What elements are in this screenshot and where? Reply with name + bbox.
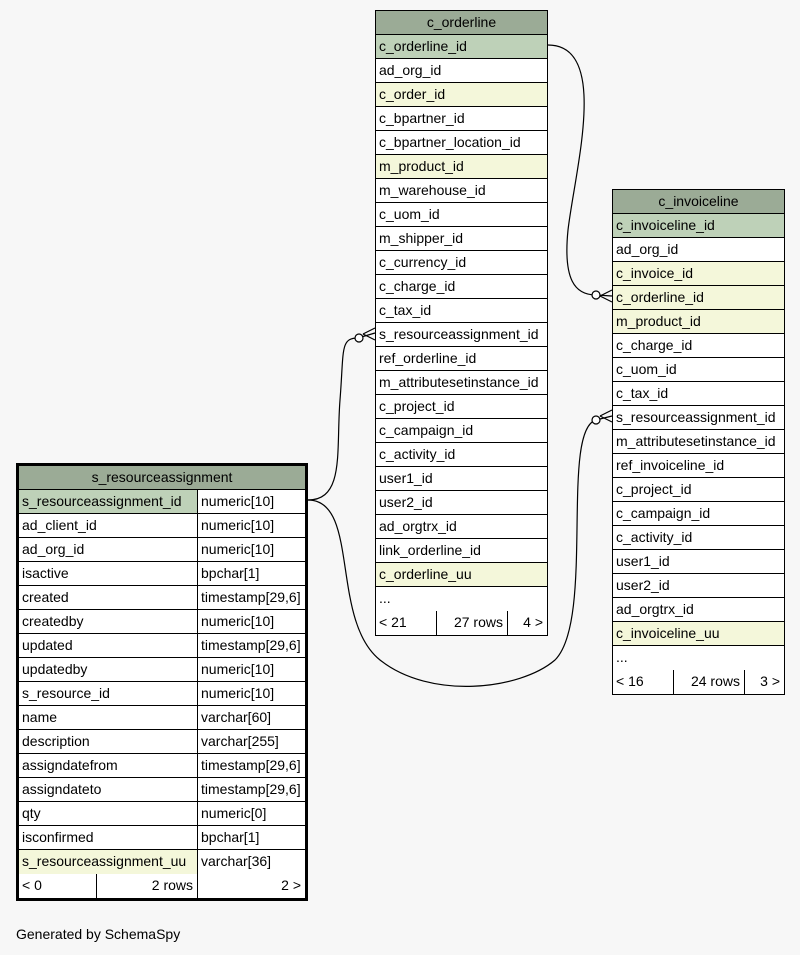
column-name: m_attributesetinstance_id (379, 374, 539, 390)
column-name: ref_invoiceline_id (616, 457, 725, 473)
table-c-invoiceline[interactable] (612, 189, 785, 695)
children-count[interactable]: 4 > (507, 611, 547, 635)
column-name: ad_org_id (379, 62, 442, 78)
table-row[interactable] (376, 347, 547, 371)
column-type: numeric[10] (197, 610, 305, 633)
column-name: m_shipper_id (379, 230, 464, 246)
column-name: c_project_id (379, 398, 455, 414)
table-row[interactable] (19, 754, 305, 778)
table-row[interactable] (19, 610, 305, 634)
column-name: created (22, 589, 69, 605)
column-name: m_product_id (613, 310, 784, 333)
column-list (19, 490, 305, 874)
table-row[interactable] (19, 730, 305, 754)
column-type: numeric[10] (197, 514, 305, 537)
column-name: ad_org_id (616, 241, 679, 257)
generated-by-credit: Generated by SchemaSpy (16, 926, 181, 942)
column-name: c_project_id (616, 481, 692, 497)
column-name: c_charge_id (379, 278, 456, 294)
column-name: ad_org_id (22, 541, 85, 557)
table-row[interactable] (376, 107, 547, 131)
column-type: bpchar[1] (197, 826, 305, 849)
table-row[interactable] (376, 251, 547, 275)
column-name: link_orderline_id (379, 542, 481, 558)
table-row[interactable] (376, 467, 547, 491)
table-row[interactable] (613, 358, 784, 382)
table-title[interactable]: s_resourceassignment (19, 466, 305, 490)
table-row[interactable] (19, 562, 305, 586)
parents-count[interactable]: < 16 (616, 673, 644, 689)
column-name: c_orderline_id (376, 35, 547, 58)
column-type: numeric[10] (197, 538, 305, 561)
column-name: s_resourceassignment_id (379, 326, 539, 342)
table-row[interactable] (19, 682, 305, 706)
optional-marker (592, 416, 600, 424)
table-row[interactable] (376, 419, 547, 443)
table-row[interactable] (376, 515, 547, 539)
column-name: c_tax_id (616, 385, 669, 401)
column-name: assigndateto (22, 781, 102, 797)
column-name: c_bpartner_location_id (379, 134, 521, 150)
column-name: s_resourceassignment_id (19, 490, 197, 513)
table-row[interactable] (613, 238, 784, 262)
column-name: s_resourceassignment_id (616, 409, 776, 425)
column-name: user1_id (379, 470, 433, 486)
column-name: m_warehouse_id (379, 182, 486, 198)
table-row[interactable] (613, 262, 784, 286)
column-name: ... (616, 649, 628, 665)
table-row[interactable] (376, 59, 547, 83)
column-name: c_campaign_id (379, 422, 474, 438)
table-row[interactable] (376, 131, 547, 155)
table-row[interactable] (376, 371, 547, 395)
table-row[interactable] (613, 430, 784, 454)
column-name: updatedby (22, 661, 88, 677)
table-row[interactable] (613, 598, 784, 622)
column-list (376, 35, 547, 611)
column-name: c_orderline_id (613, 286, 784, 309)
table-row[interactable] (376, 323, 547, 347)
table-row[interactable] (19, 706, 305, 730)
column-list (613, 214, 784, 670)
column-name: c_invoice_id (613, 262, 784, 285)
column-type: numeric[10] (197, 490, 305, 513)
column-name: m_attributesetinstance_id (616, 433, 776, 449)
column-name: description (22, 733, 90, 749)
table-row[interactable] (19, 850, 305, 874)
table-row[interactable] (19, 826, 305, 850)
table-row[interactable] (376, 395, 547, 419)
table-row[interactable] (613, 214, 784, 238)
column-type: numeric[0] (197, 802, 305, 825)
column-type: timestamp[29,6] (197, 586, 305, 609)
table-row[interactable] (613, 286, 784, 310)
table-row[interactable] (613, 622, 784, 646)
column-name: c_currency_id (379, 254, 467, 270)
table-row[interactable] (19, 490, 305, 514)
column-name: s_resourceassignment_uu (19, 850, 197, 874)
column-name: createdby (22, 613, 84, 629)
column-name: ref_orderline_id (379, 350, 477, 366)
column-name: ... (379, 590, 391, 606)
table-row[interactable] (19, 586, 305, 610)
column-name: c_activity_id (379, 446, 456, 462)
table-c-orderline[interactable] (375, 10, 548, 636)
table-row[interactable] (19, 658, 305, 682)
edge-orderline-resourceassignment (308, 333, 375, 500)
table-row[interactable] (19, 778, 305, 802)
table-row[interactable] (613, 646, 784, 670)
row-count: 24 rows (673, 670, 744, 694)
parents-count[interactable]: < 21 (379, 614, 407, 630)
column-type: numeric[10] (197, 658, 305, 681)
column-name: c_uom_id (379, 206, 440, 222)
column-name: c_uom_id (616, 361, 677, 377)
table-row[interactable] (19, 802, 305, 826)
table-title[interactable]: c_invoiceline (613, 190, 784, 214)
table-footer (376, 611, 547, 635)
children-count[interactable]: 3 > (744, 670, 784, 694)
column-name: c_order_id (376, 83, 547, 106)
column-name: name (22, 709, 58, 725)
table-row[interactable] (613, 382, 784, 406)
optional-marker (592, 291, 600, 299)
column-name: c_bpartner_id (379, 110, 465, 126)
column-name: isconfirmed (22, 829, 94, 845)
column-type: timestamp[29,6] (197, 778, 305, 801)
table-footer (19, 874, 305, 898)
column-name: ad_orgtrx_id (379, 518, 457, 534)
column-name: c_campaign_id (616, 505, 711, 521)
column-name: c_invoiceline_id (613, 214, 784, 237)
table-s-resourceassignment[interactable] (16, 463, 308, 901)
column-type: varchar[255] (197, 730, 305, 753)
children-count[interactable]: 2 > (197, 874, 305, 898)
table-row[interactable] (376, 203, 547, 227)
column-name: user2_id (616, 577, 670, 593)
column-name: m_product_id (376, 155, 547, 178)
table-row[interactable] (376, 83, 547, 107)
column-name: user1_id (616, 553, 670, 569)
column-name: isactive (22, 565, 69, 581)
column-name: c_activity_id (616, 529, 693, 545)
table-footer (613, 670, 784, 694)
column-name: c_charge_id (616, 337, 693, 353)
column-name: c_tax_id (379, 302, 432, 318)
column-name: ad_client_id (22, 517, 97, 533)
table-row[interactable] (613, 574, 784, 598)
column-name: user2_id (379, 494, 433, 510)
table-row[interactable] (613, 550, 784, 574)
column-type: numeric[10] (197, 682, 305, 705)
row-count: 2 rows (96, 874, 197, 898)
column-name: c_orderline_uu (376, 563, 547, 586)
table-row[interactable] (376, 179, 547, 203)
table-row[interactable] (376, 275, 547, 299)
table-row[interactable] (19, 514, 305, 538)
table-row[interactable] (19, 538, 305, 562)
table-row[interactable] (613, 334, 784, 358)
column-type: bpchar[1] (197, 562, 305, 585)
table-row[interactable] (376, 155, 547, 179)
table-row[interactable] (376, 563, 547, 587)
column-name: assigndatefrom (22, 757, 118, 773)
column-name: updated (22, 637, 73, 653)
table-row[interactable] (613, 526, 784, 550)
table-row[interactable] (376, 587, 547, 611)
table-row[interactable] (376, 299, 547, 323)
table-row[interactable] (376, 539, 547, 563)
table-row[interactable] (19, 634, 305, 658)
table-row[interactable] (613, 454, 784, 478)
table-row[interactable] (613, 502, 784, 526)
column-name: c_invoiceline_uu (613, 622, 784, 645)
table-row[interactable] (613, 406, 784, 430)
table-row[interactable] (613, 310, 784, 334)
parents-count[interactable]: < 0 (22, 877, 42, 893)
table-row[interactable] (376, 35, 547, 59)
table-title[interactable]: c_orderline (376, 11, 547, 35)
column-name: qty (22, 805, 41, 821)
table-row[interactable] (376, 443, 547, 467)
optional-marker (355, 334, 363, 342)
column-type: varchar[60] (197, 706, 305, 729)
column-type: varchar[36] (197, 850, 305, 874)
column-name: ad_orgtrx_id (616, 601, 694, 617)
table-row[interactable] (376, 491, 547, 515)
table-row[interactable] (613, 478, 784, 502)
column-name: s_resource_id (22, 685, 110, 701)
row-count: 27 rows (436, 611, 507, 635)
column-type: timestamp[29,6] (197, 634, 305, 657)
column-type: timestamp[29,6] (197, 754, 305, 777)
table-row[interactable] (376, 227, 547, 251)
edge-invoiceline-orderline (548, 45, 612, 296)
